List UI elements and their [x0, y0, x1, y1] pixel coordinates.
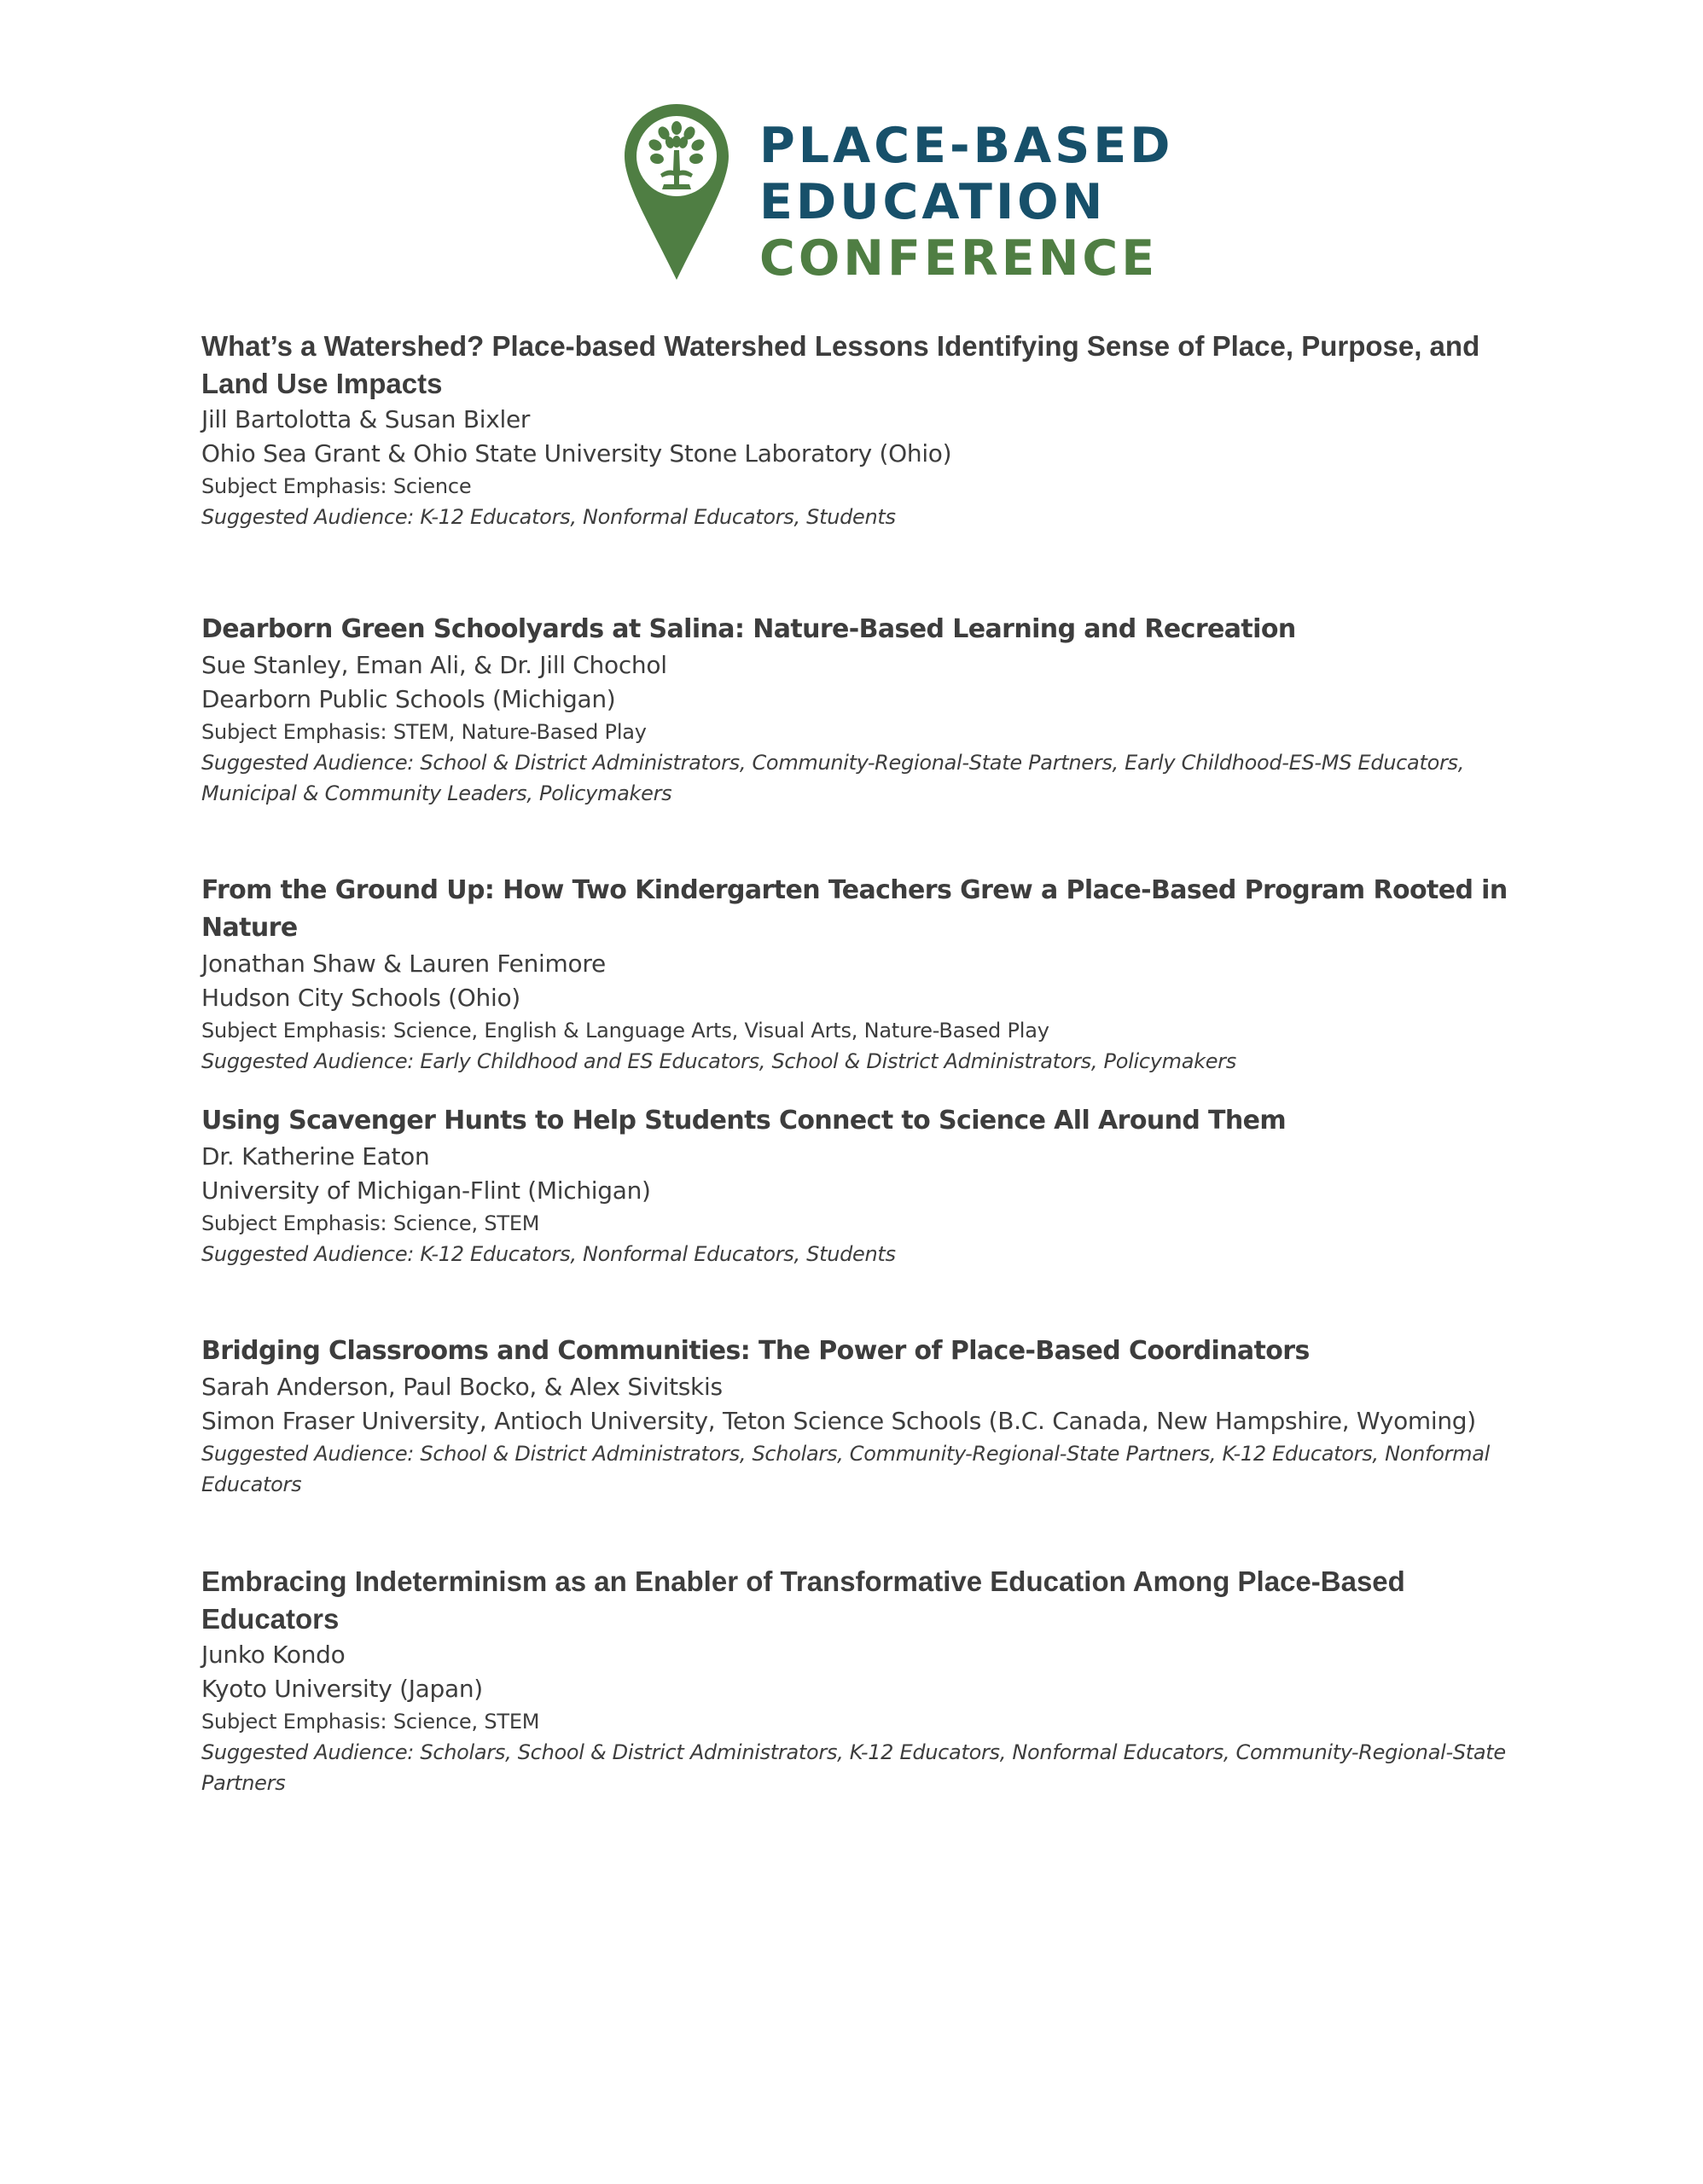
session-organization: Hudson City Schools (Ohio) [201, 984, 520, 1012]
map-pin-tree-icon [623, 102, 730, 282]
session-subject-emphasis: Subject Emphasis: STEM, Nature-Based Play [201, 720, 647, 744]
session-title: Dearborn Green Schoolyards at Salina: Nature-Based Learning and Recreation [201, 614, 1296, 644]
session-suggested-audience: Suggested Audience: School & District Administrators, Community-Regional-State Partners, Early Childhood-ES-MS Educators, Municipal & Community Leaders, Policymakers [201, 751, 1465, 805]
session-title: What’s a Watershed? Place-based Watershed Lessons Identifying Sense of Place, Purpose, and Land Use Impacts [201, 330, 1480, 399]
session-suggested-audience: Suggested Audience: K-12 Educators, Nonformal Educators, Students [201, 1242, 896, 1266]
session-presenters: Junko Kondo [201, 1641, 346, 1669]
session-title: Bridging Classrooms and Communities: The Power of Place-Based Coordinators [201, 1336, 1310, 1366]
conference-logo [623, 101, 1174, 288]
logo-line-conference: CONFERENCE [759, 230, 1159, 287]
session-organization: Kyoto University (Japan) [201, 1675, 483, 1703]
session-entry [201, 1333, 1532, 1500]
session-suggested-audience: Suggested Audience: Scholars, School & District Administrators, K-12 Educators, Nonformal Educators, Community-Regional-State Partners [201, 1740, 1506, 1795]
session-organization: Simon Fraser University, Antioch University, Teton Science Schools (B.C. Canada, New Hampshire, Wyoming) [201, 1407, 1476, 1435]
logo-line-education: EDUCATION [759, 174, 1107, 230]
session-suggested-audience: Suggested Audience: Early Childhood and ES Educators, School & District Administrators, Policymakers [201, 1049, 1236, 1073]
session-organization: Dearborn Public Schools (Michigan) [201, 685, 616, 713]
session-entry [201, 1102, 1532, 1269]
session-entry [201, 1563, 1532, 1798]
session-suggested-audience: Suggested Audience: K-12 Educators, Nonformal Educators, Students [201, 505, 896, 529]
session-suggested-audience: Suggested Audience: School & District Administrators, Scholars, Community-Regional-State Partners, K-12 Educators, Nonformal Educators [201, 1442, 1490, 1496]
session-organization: Ohio Sea Grant & Ohio State University Stone Laboratory (Ohio) [201, 439, 952, 468]
session-subject-emphasis: Subject Emphasis: Science, English & Language Arts, Visual Arts, Nature-Based Play [201, 1019, 1049, 1043]
session-presenters: Jonathan Shaw & Lauren Fenimore [201, 950, 606, 978]
session-subject-emphasis: Subject Emphasis: Science, STEM [201, 1211, 540, 1235]
session-presenters: Jill Bartolotta & Susan Bixler [201, 405, 531, 433]
session-title: Using Scavenger Hunts to Help Students Connect to Science All Around Them [201, 1106, 1287, 1136]
session-subject-emphasis: Subject Emphasis: Science [201, 474, 472, 498]
session-entry [201, 328, 1532, 532]
session-subject-emphasis: Subject Emphasis: Science, STEM [201, 1710, 540, 1734]
session-presenters: Dr. Katherine Eaton [201, 1142, 430, 1170]
session-presenters: Sarah Anderson, Paul Bocko, & Alex Sivitskis [201, 1373, 723, 1401]
logo-wordmark [759, 118, 1174, 287]
session-entry [201, 611, 1532, 809]
logo-line-place-based: PLACE-BASED [759, 118, 1174, 174]
session-presenters: Sue Stanley, Eman Ali, & Dr. Jill Chochol [201, 651, 667, 679]
session-organization: University of Michigan-Flint (Michigan) [201, 1176, 651, 1205]
session-title: Embracing Indeterminism as an Enabler of Transformative Education Among Place-Based Educators [201, 1565, 1405, 1635]
session-entry [201, 872, 1532, 1077]
session-title: From the Ground Up: How Two Kindergarten Teachers Grew a Place-Based Program Rooted in Nature [201, 875, 1508, 943]
